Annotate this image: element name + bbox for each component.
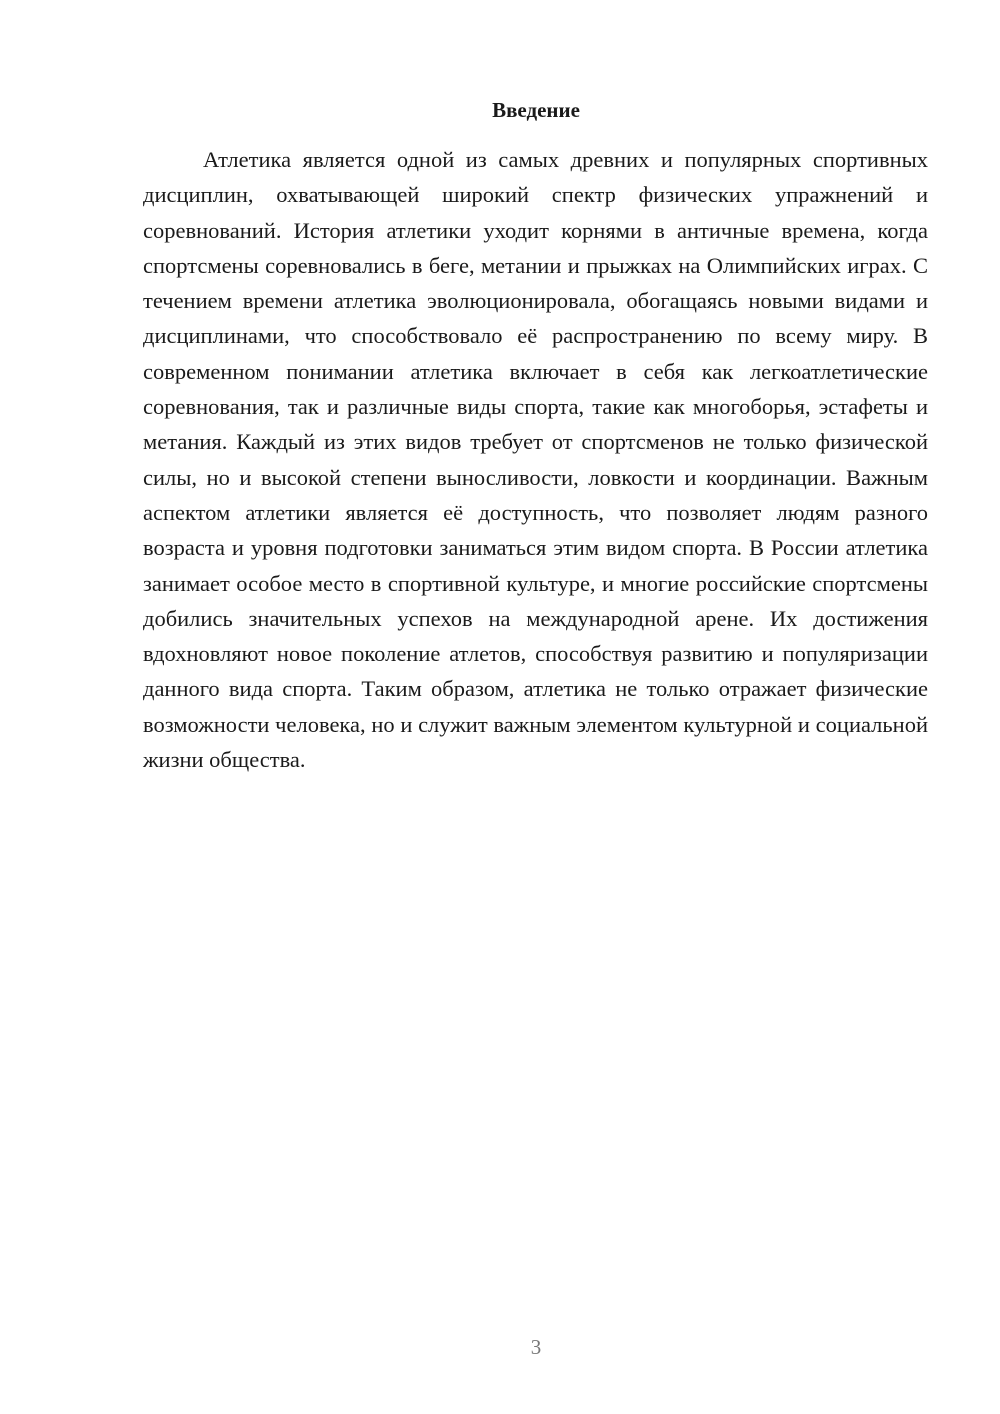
body-paragraph: Атлетика является одной из самых древних и популярных спортивных дисциплин, охватывающей широкий спектр физических упражнений и соревнований. История атлетики уходит корнями в античные времена, когда спортсмены соревновались в беге, метании и прыжках на Олимпийских играх. С течением времени атлетика эволюционировала, обогащаясь новыми видами и дисциплинами, что способствовало её распространению по всему миру. В современном понимании атлетика включает в себя как легкоатлетические соревнования, так и различные виды спорта, такие как многоборья, эстафеты и метания. Каждый из этих видов требует от спортсменов не только физической силы, но и высокой степени выносливости, ловкости и координации. Важным аспектом атлетики является её доступность, что позволяет людям разного возраста и уровня подготовки заниматься этим видом спорта. В России атлетика занимает особое место в спортивной культуре, и многие российские спортсмены добились значительных успехов на международной арене. Их достижения вдохновляют новое поколение атлетов, способствуя развитию и популяризации данного вида спорта. Таким образом, атлетика не только отражает физические возможности человека, но и служит важным элементом культурной и социальной жизни общества.	[143, 147, 928, 773]
section-heading: Введение	[492, 98, 580, 122]
page-number: 3	[530, 1335, 542, 1359]
